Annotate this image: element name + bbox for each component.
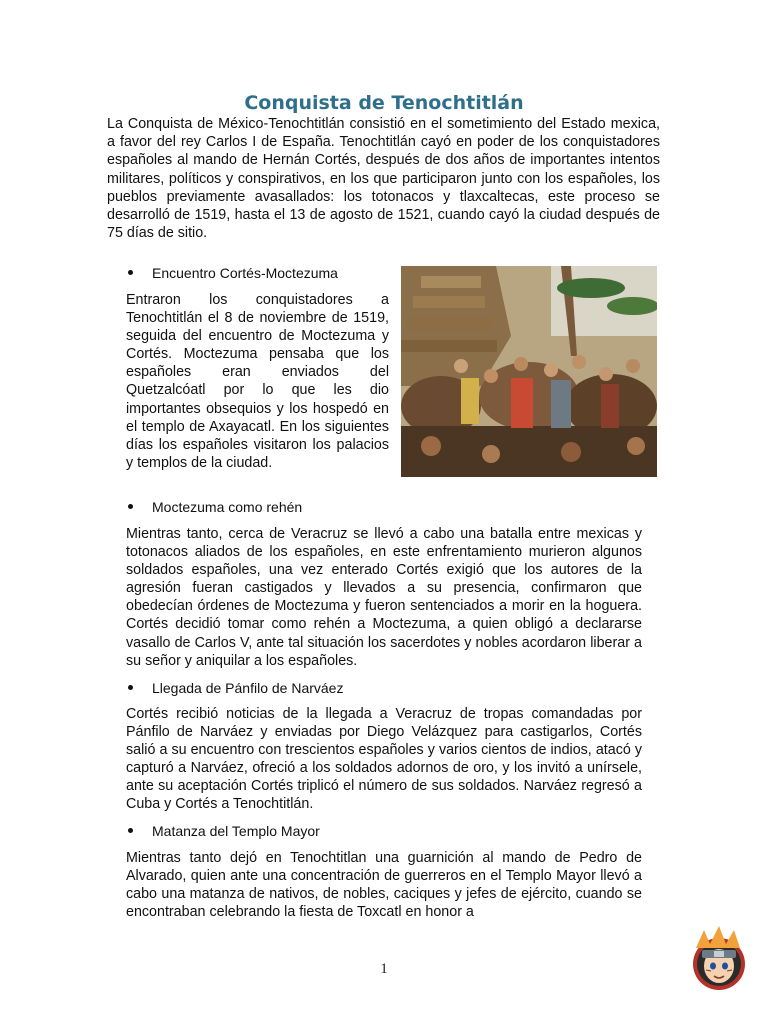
document-title: Conquista de Tenochtitlán [244,92,524,114]
section-heading-label: Moctezuma como rehén [152,499,303,515]
bullet-icon [128,270,133,275]
section-heading-label: Matanza del Templo Mayor [152,823,320,839]
avatar-icon [686,926,752,996]
page-number: 1 [380,961,388,977]
section-heading-label: Encuentro Cortés-Moctezuma [152,265,338,281]
painting-illustration [401,266,657,477]
section-heading-label: Llegada de Pánfilo de Narváez [152,680,344,696]
section-body-encuentro: Entraron los conquistadores a Tenochtitlán el 8 de noviembre de 1519, seguida del encuentro de Moctezuma y Cortés. Moctezuma pensaba que los españoles eran enviados del Quetzalcóatl por lo que les dio importantes obsequios y los hospedó en el templo de Axayacatl. En los siguientes días los españoles visitaron los palacios y templos de la ciudad. [126,292,389,471]
painting-image [401,266,657,477]
bullet-icon [128,828,133,833]
section-body-matanza: Mientras tanto dejó en Tenochtitlan una guarnición al mando de Pedro de Alvarado, quien ante una concentración de guerreros en el Templo Mayor llevó a cabo una matanza de nativos, de nobles, caciques y jefes de ejército, cuando se encontraban celebrando la fiesta de Toxcatl en honor a [126,850,642,921]
bullet-icon [128,685,133,690]
bullet-icon [128,504,133,509]
section-body-narvaez: Cortés recibió noticias de la llegada a Veracruz de tropas comandadas por Pánfilo de Narváez y enviadas por Diego Velázquez para castigarlos, Cortés salió a su encuentro con trescientos españoles y varios cientos de indios, atacó y capturó a Narváez, ofreció a los soldados adornos de oro, y los invitó a unírsele, ante su aceptación Cortés triplicó el número de sus soldados. Narváez regresó a Cuba y Cortés a Tenochtitlán. [126,706,642,813]
section-body-rehen: Mientras tanto, cerca de Veracruz se llevó a cabo una batalla entre mexicas y totonacos aliados de los españoles, en este enfrentamiento murieron algunos soldados españoles, una vez enterado Cortés exigió que los autores de la agresión fueran castigados y llevados a su presencia, confirmaron que obedecían órdenes de Moctezuma y fueron sentenciados a morir en la hoguera. Cortés decidió tomar como rehén a Moctezuma, a quien obligó a declararse vasallo de Carlos V, ante tal situación los sacerdotes y nobles acordaron liberar a su señor y aniquilar a los españoles. [126,526,642,669]
intro-paragraph: La Conquista de México-Tenochtitlán consistió en el sometimiento del Estado mexica, a favor del rey Carlos I de España. Tenochtitlán cayó en poder de los conquistadores españoles al mando de Hernán Cortés, después de dos años de importantes intentos militares, políticos y conspirativos, en los que participaron junto con los españoles, los pueblos previamente avasallados: los totonacos y tlaxcaltecas, este proceso se desarrolló de 1519, hasta el 13 de agosto de 1521, cuando cayó la ciudad después de 75 días de sitio. [107,116,660,242]
